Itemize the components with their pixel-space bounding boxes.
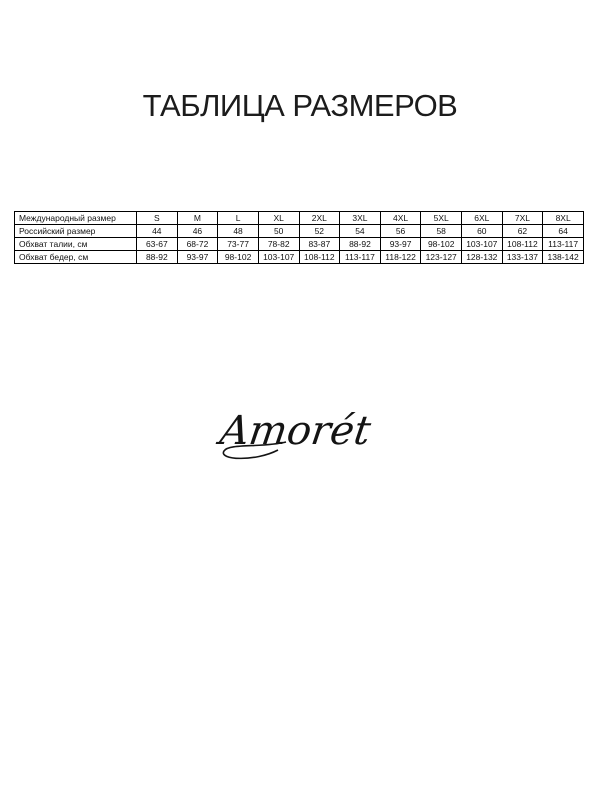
page-title: ТАБЛИЦА РАЗМЕРОВ	[142, 88, 458, 123]
table-cell: 48	[218, 225, 259, 238]
table-cell: 64	[543, 225, 584, 238]
table-cell: 60	[462, 225, 503, 238]
table-cell: 98-102	[218, 251, 259, 264]
size-table-body	[15, 212, 584, 264]
table-cell: 108-112	[299, 251, 340, 264]
table-cell: 54	[340, 225, 381, 238]
table-cell: 108-112	[502, 238, 543, 251]
table-cell: 56	[380, 225, 421, 238]
brand-logo	[200, 398, 400, 470]
table-cell: 58	[421, 225, 462, 238]
table-row	[15, 251, 584, 264]
size-table-container	[14, 211, 584, 264]
table-cell: 98-102	[421, 238, 462, 251]
table-cell: 103-107	[258, 251, 299, 264]
table-cell: 113-117	[543, 238, 584, 251]
brand-logo-graphic	[200, 398, 400, 470]
table-cell: 113-117	[340, 251, 381, 264]
row-label: Обхват талии, см	[15, 238, 137, 251]
table-cell: 78-82	[258, 238, 299, 251]
row-label: Российский размер	[15, 225, 137, 238]
brand-logo-text: Amorét	[217, 408, 374, 454]
table-cell: 44	[137, 225, 178, 238]
table-cell: 5XL	[421, 212, 462, 225]
table-row	[15, 238, 584, 251]
size-table	[14, 211, 584, 264]
table-cell: 8XL	[543, 212, 584, 225]
table-cell: 63-67	[137, 238, 178, 251]
table-cell: 73-77	[218, 238, 259, 251]
table-cell: 52	[299, 225, 340, 238]
table-cell: 3XL	[340, 212, 381, 225]
table-cell: 50	[258, 225, 299, 238]
table-cell: 68-72	[177, 238, 218, 251]
table-cell: L	[218, 212, 259, 225]
table-cell: 88-92	[340, 238, 381, 251]
table-cell: 4XL	[380, 212, 421, 225]
table-cell: 2XL	[299, 212, 340, 225]
table-cell: 62	[502, 225, 543, 238]
table-cell: M	[177, 212, 218, 225]
table-row	[15, 225, 584, 238]
table-cell: 6XL	[462, 212, 503, 225]
table-cell: 123-127	[421, 251, 462, 264]
row-label: Международный размер	[15, 212, 137, 225]
table-cell: 138-142	[543, 251, 584, 264]
table-cell: S	[137, 212, 178, 225]
table-cell: 93-97	[177, 251, 218, 264]
table-cell: 7XL	[502, 212, 543, 225]
row-label: Обхват бедер, см	[15, 251, 137, 264]
table-cell: 128-132	[462, 251, 503, 264]
table-cell: 88-92	[137, 251, 178, 264]
table-cell: 83-87	[299, 238, 340, 251]
table-cell: XL	[258, 212, 299, 225]
table-row	[15, 212, 584, 225]
table-cell: 103-107	[462, 238, 503, 251]
table-cell: 133-137	[502, 251, 543, 264]
table-cell: 46	[177, 225, 218, 238]
table-cell: 93-97	[380, 238, 421, 251]
table-cell: 118-122	[380, 251, 421, 264]
